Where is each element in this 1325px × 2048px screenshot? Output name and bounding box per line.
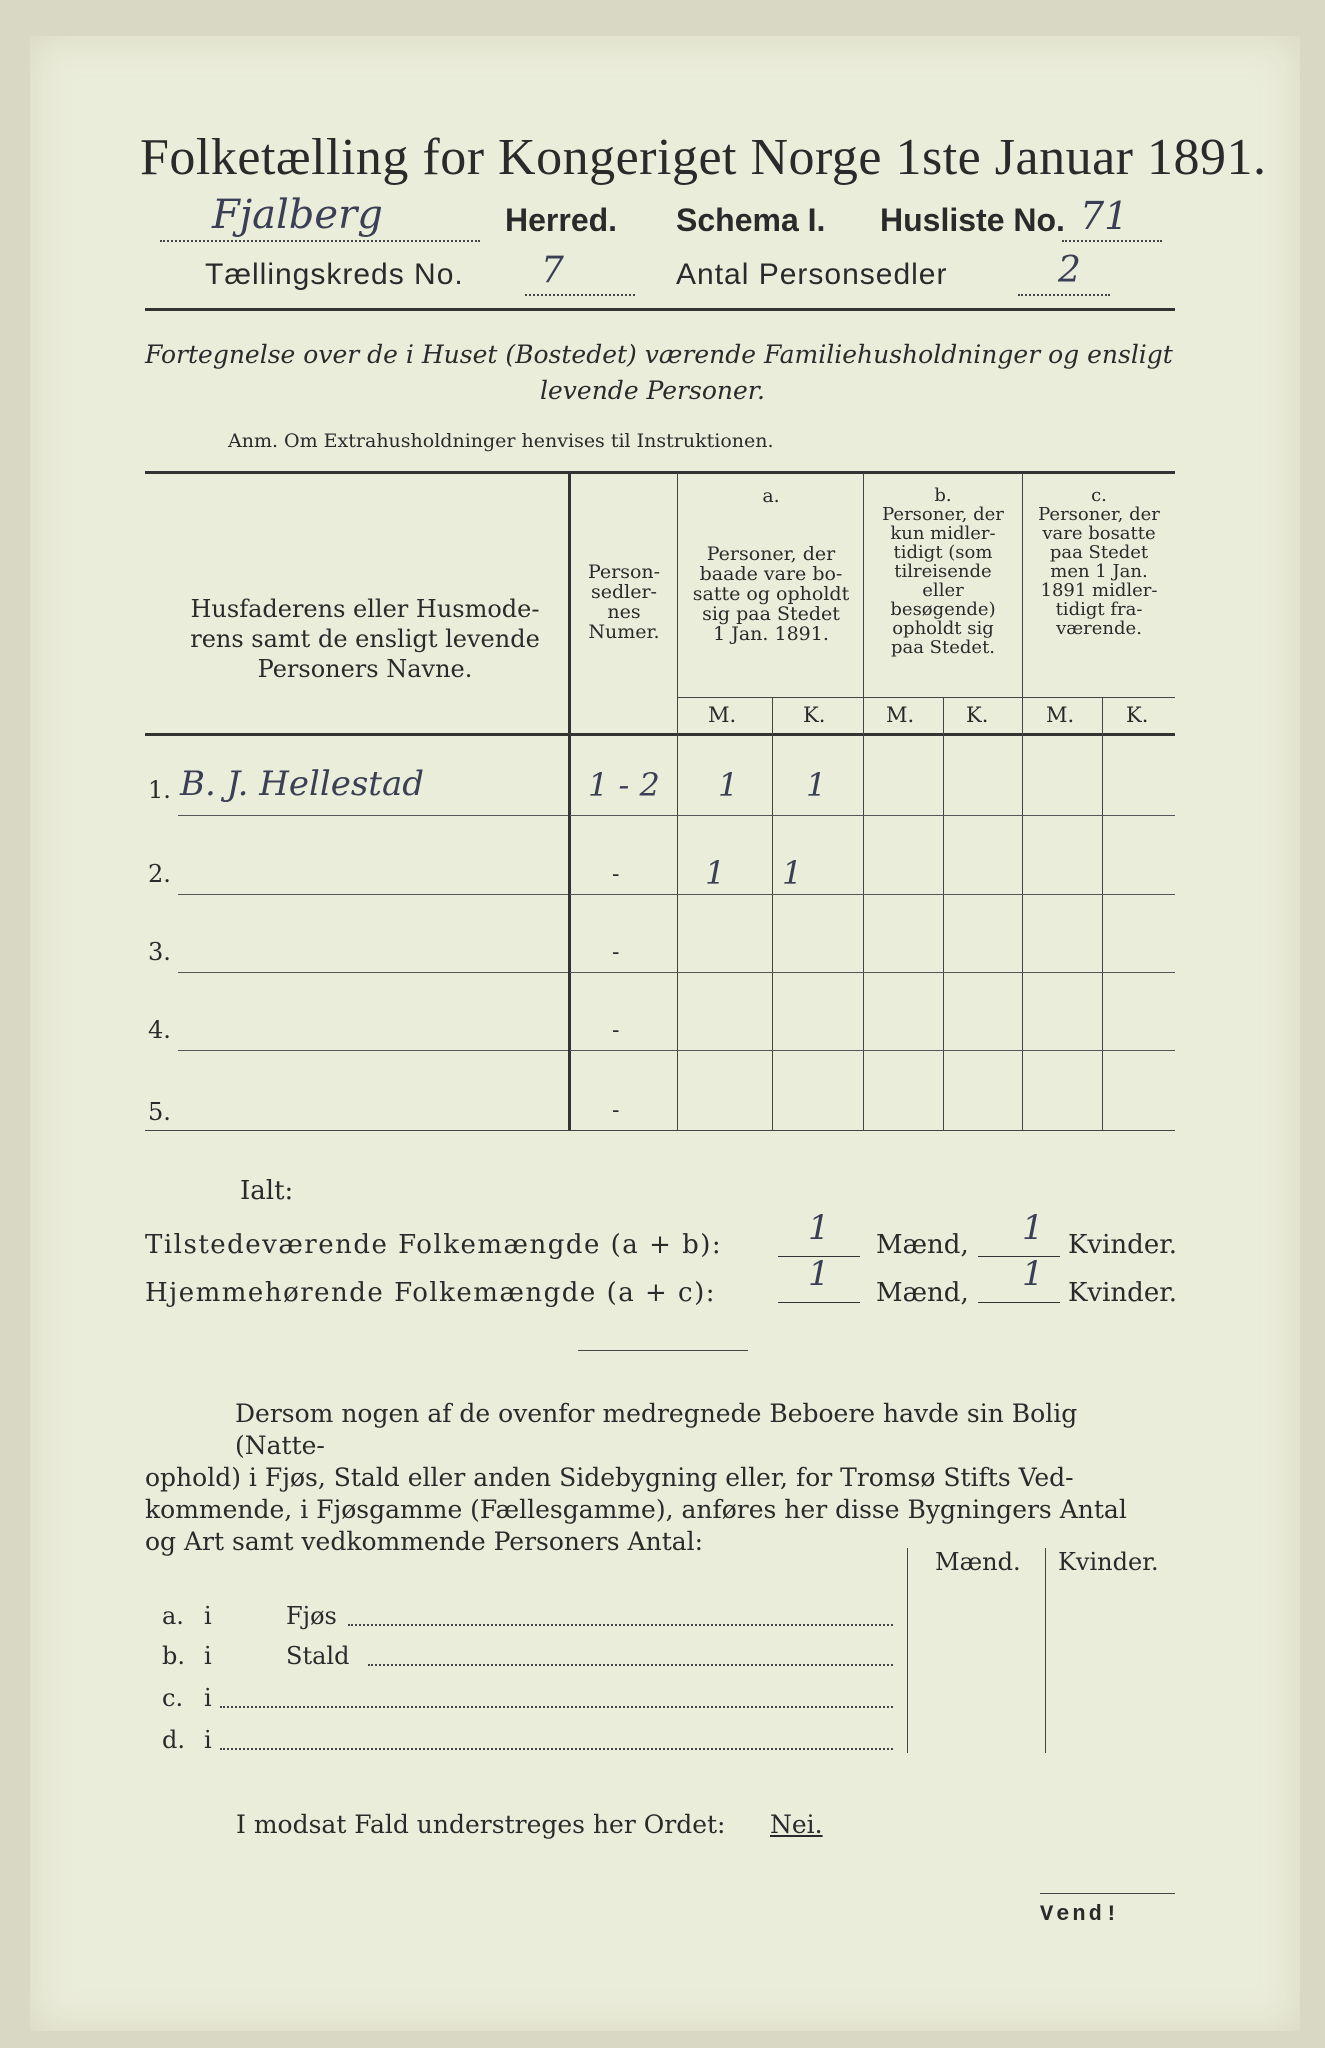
a-k-label: K. <box>803 703 826 727</box>
col-name-header <box>175 594 555 684</box>
bolig-col-divider-1 <box>907 1548 908 1753</box>
row-number: 3. <box>148 938 171 966</box>
herred-value: Fjalberg <box>212 192 383 238</box>
modsat-word: Nei. <box>770 1810 823 1839</box>
item-letter: a. <box>162 1602 184 1630</box>
col-divider-numer <box>677 473 678 1130</box>
item-prefix: i <box>204 1726 212 1754</box>
para-line: Dersom nogen af de ovenfor medregnede Beboere havde sin Bolig (Natte- <box>235 1399 1078 1460</box>
separator-rule <box>578 1350 748 1351</box>
row-line <box>178 815 568 816</box>
taellingskreds-field <box>525 250 635 296</box>
col-numer-line: sedler- <box>591 581 657 603</box>
col-b-header <box>865 486 1021 657</box>
c-k-label: K. <box>1126 703 1149 727</box>
row-number: 4. <box>148 1016 171 1044</box>
col-c-line: Personer, der <box>1038 504 1160 525</box>
col-numer-header <box>572 562 676 642</box>
taellingskreds-label: Tællingskreds No. <box>205 258 464 291</box>
vend-rule <box>1040 1893 1175 1894</box>
row-line <box>178 1050 568 1051</box>
col-c-header <box>1024 486 1174 638</box>
col-a-line: 1 Jan. 1891. <box>713 623 829 645</box>
census-form-page <box>30 36 1300 2031</box>
b-k-label: K. <box>966 703 989 727</box>
item-prefix: i <box>204 1684 212 1712</box>
bolig-paragraph <box>145 1398 1175 1558</box>
modsat-label: I modsat Fald understreges her Ordet: <box>236 1810 726 1839</box>
col-a-line: baade vare bo- <box>699 563 843 585</box>
herred-label: Herred. <box>505 202 618 238</box>
row-numer: - <box>612 1018 620 1043</box>
row-name: B. J. Hellestad <box>180 764 424 804</box>
col-b-line: opholdt sig <box>892 618 994 639</box>
col-divider-a-mk <box>772 697 773 1130</box>
item-dotted-line <box>220 1734 893 1750</box>
col-divider-b-mk <box>943 697 944 1130</box>
item-label: Stald <box>286 1642 350 1670</box>
col-a-line: satte og opholdt <box>692 583 850 605</box>
intro-line-1: Fortegnelse over de i Huset (Bostedet) værende Familiehusholdninger og ensligt <box>145 340 1173 369</box>
col-b-line: tidigt (som <box>893 542 993 563</box>
row-a-k: 1 <box>806 766 827 804</box>
hjemme-k-value: 1 <box>1022 1254 1044 1294</box>
item-letter: d. <box>162 1726 185 1754</box>
para-line: og Art samt vedkommende Personers Antal: <box>145 1527 704 1556</box>
b-m-label: M. <box>886 703 915 727</box>
row-line <box>178 972 568 973</box>
col-divider-name <box>568 473 571 1130</box>
col-c-line: men 1 Jan. <box>1050 561 1148 582</box>
hjemme-maend: Mænd, <box>876 1278 969 1308</box>
husliste-value: 71 <box>1080 194 1129 238</box>
row-numer: 1 - 2 <box>588 766 660 804</box>
hjemme-k-line <box>978 1302 1060 1303</box>
herred-field <box>160 192 480 242</box>
row-numer: - <box>612 940 620 965</box>
bolig-col-divider-2 <box>1045 1548 1046 1753</box>
row-a-m: 1 <box>718 766 739 804</box>
row-line <box>570 1050 1175 1051</box>
anm-note: Anm. Om Extrahusholdninger henvises til Instruktionen. <box>228 430 774 452</box>
husliste-label: Husliste No. <box>880 202 1065 238</box>
mk-subheader-rule <box>678 697 1175 698</box>
husliste-field <box>1062 194 1162 242</box>
col-a-header <box>680 486 862 644</box>
col-name-line: Personers Navne. <box>257 655 473 683</box>
tilstede-m-value: 1 <box>808 1208 830 1248</box>
vend-label: Vend! <box>1040 1902 1122 1927</box>
col-a-line: Personer, der <box>706 543 836 565</box>
col-name-line: Husfaderens eller Husmode- <box>190 595 540 623</box>
col-divider-c-mk <box>1102 697 1103 1130</box>
col-divider-a <box>863 473 864 1130</box>
col-b-line: besøgende) <box>890 599 996 620</box>
col-c-letter: c. <box>1091 485 1107 506</box>
header-rule <box>145 308 1175 311</box>
hjemme-m-line <box>778 1302 860 1303</box>
col-name-line: rens samt de ensligt levende <box>190 625 540 653</box>
ialt-label: Ialt: <box>240 1176 294 1206</box>
schema-label: Schema I. <box>676 202 826 238</box>
c-m-label: M. <box>1046 703 1075 727</box>
row-line <box>570 894 1175 895</box>
col-divider-b <box>1022 473 1023 1130</box>
hjemme-m-value: 1 <box>808 1254 830 1294</box>
col-a-line: sig paa Stedet <box>702 603 840 625</box>
table-bottom-rule <box>145 1130 1175 1131</box>
col-a-letter: a. <box>762 485 780 507</box>
item-letter: b. <box>162 1642 185 1670</box>
item-prefix: i <box>204 1602 212 1630</box>
col-c-line: værende. <box>1056 618 1142 639</box>
item-prefix: i <box>204 1642 212 1670</box>
a-m-label: M. <box>708 703 737 727</box>
personsedler-label: Antal Personsedler <box>676 258 948 291</box>
col-c-line: vare bosatte <box>1042 523 1156 544</box>
row-numer: - <box>612 1098 620 1123</box>
row-number: 2. <box>148 860 171 888</box>
col-numer-line: nes <box>607 601 641 623</box>
table-top-rule <box>145 471 1175 474</box>
row-number: 5. <box>148 1098 171 1126</box>
col-numer-line: Numer. <box>588 621 660 643</box>
bolig-col-maend: Mænd. <box>935 1548 1021 1576</box>
intro-line-2: levende Personer. <box>540 376 765 405</box>
item-dotted-line <box>368 1650 893 1666</box>
item-letter: c. <box>162 1684 184 1712</box>
col-c-line: 1891 midler- <box>1040 580 1158 601</box>
col-b-line: tilreisende <box>894 561 992 582</box>
item-dotted-line <box>220 1692 893 1708</box>
row-a-k: 1 <box>782 854 803 892</box>
row-a-m: 1 <box>705 854 726 892</box>
col-b-line: Personer, der <box>882 504 1004 525</box>
personsedler-value: 2 <box>1058 250 1081 291</box>
col-b-letter: b. <box>934 485 952 506</box>
tilstede-k-value: 1 <box>1022 1208 1044 1248</box>
tilstede-k-line <box>978 1256 1060 1257</box>
form-title: Folketælling for Kongeriget Norge 1ste Januar 1891. <box>140 129 1267 186</box>
col-c-line: paa Stedet <box>1049 542 1149 563</box>
item-label: Fjøs <box>286 1602 337 1630</box>
para-line: kommende, i Fjøsgamme (Fællesgamme), anføres her disse Bygningers Antal <box>145 1495 1127 1524</box>
hjemme-kvinder: Kvinder. <box>1068 1278 1178 1308</box>
col-b-line: kun midler- <box>890 523 996 544</box>
row-line <box>570 972 1175 973</box>
col-c-line: tidigt fra- <box>1055 599 1143 620</box>
personsedler-field <box>1018 250 1110 296</box>
item-dotted-line <box>348 1610 893 1626</box>
col-numer-line: Person- <box>587 561 661 583</box>
col-b-line: eller <box>922 580 964 601</box>
row-line <box>178 894 568 895</box>
taellingskreds-value: 7 <box>541 250 564 291</box>
para-line: ophold) i Fjøs, Stald eller anden Sidebygning eller, for Tromsø Stifts Ved- <box>145 1463 1074 1492</box>
tilstede-kvinder: Kvinder. <box>1068 1230 1178 1260</box>
tilstede-label: Tilstedeværende Folkemængde (a + b): <box>145 1230 723 1260</box>
row-numer: - <box>612 862 620 887</box>
tilstede-maend: Mænd, <box>876 1230 969 1260</box>
col-b-line: paa Stedet. <box>890 637 996 658</box>
row-line <box>570 815 1175 816</box>
bolig-col-kvinder: Kvinder. <box>1058 1548 1159 1576</box>
hjemme-label: Hjemmehørende Folkemængde (a + c): <box>145 1278 716 1308</box>
row-number: 1. <box>148 776 171 804</box>
table-header-rule <box>145 733 1175 736</box>
